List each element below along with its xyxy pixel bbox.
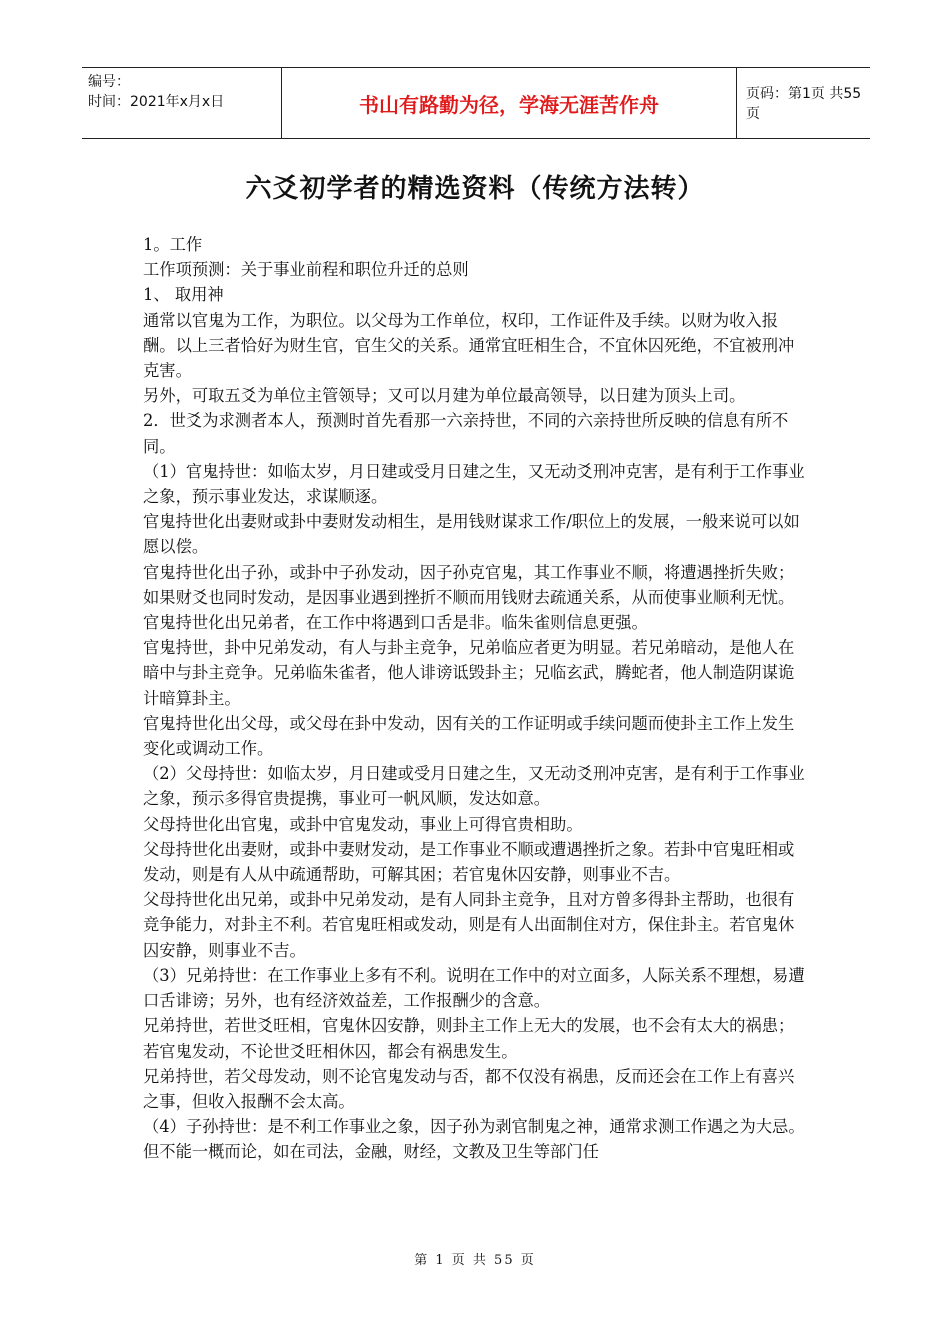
paragraph: 官鬼持世化出兄弟者，在工作中将遇到口舌是非。临朱雀则信息更强。 [143, 613, 648, 633]
paragraph: 兄弟持世，若父母发动，则不论官鬼发动与否，都不仅没有祸患，反而还会在工作上有喜兴之事，但收入报酬不会太高。 [143, 1066, 795, 1111]
header-page-info: 页码：第1页 共55页 [746, 86, 862, 122]
paragraph: 父母持世化出妻财，或卦中妻财发动，是工作事业不顺或遭遇挫折之象。若卦中官鬼旺相或发动，则是有人从中疏通帮助，可解其困；若官鬼休囚安静，则事业不吉。 [143, 839, 795, 885]
paragraph: （2）父母持世：如临太岁，月日建或受月日建之生，又无动爻刑冲克害，是有利于工作事业之象，预示多得官贵提携，事业可一帆风顺，发达如意。 [143, 764, 805, 809]
page-footer: 第 1 页 共 55 页 [414, 1253, 536, 1268]
paragraph: 官鬼持世化出妻财或卦中妻财发动相生，是用钱财谋求工作/职位上的发展，一般来说可以如愿以偿。 [143, 512, 800, 557]
document-title: 六爻初学者的精选资料（传统方法转） [245, 174, 705, 204]
paragraph: 工作项预测：关于事业前程和职位升迁的总则 [143, 260, 469, 280]
paragraph: （3）兄弟持世：在工作事业上多有不利。说明在工作中的对立面多，人际关系不理想，易遭口舌诽谤；另外，也有经济效益差，工作报酬少的含意。 [143, 965, 805, 1011]
document-header [82, 67, 870, 139]
paragraph: （1）官鬼持世：如临太岁，月日建或受月日建之生，又无动爻刑冲克害，是有利于工作事业之象，预示事业发达，求谋顺逐。 [143, 461, 805, 507]
paragraph: 官鬼持世化出子孙，或卦中子孙发动，因子孙克官鬼，其工作事业不顺，将遭遇挫折失败；如果财爻也同时发动，是因事业遇到挫折不顺而用钱财去疏通关系，从而使事业顺利无忧。 [143, 562, 795, 607]
paragraph: 父母持世化出官鬼，或卦中官鬼发动，事业上可得官贵相助。 [143, 814, 583, 834]
paragraph: 官鬼持世，卦中兄弟发动，有人与卦主竞争，兄弟临应者更为明显。若兄弟暗动，是他人在暗中与卦主竞争。兄弟临朱雀者，他人诽谤诋毁卦主；兄临玄武，腾蛇者，他人制造阴谋诡计暗算卦主。 [143, 638, 795, 708]
header-motto: 书山有路勤为径，学海无涯苦作舟 [281, 68, 737, 138]
paragraph: 父母持世化出兄弟，或卦中兄弟发动，是有人同卦主竞争，且对方曾多得卦主帮助，也很有竞争能力，对卦主不利。若官鬼旺相或发动，则是有人出面制住对方，保住卦主。若官鬼休囚安静，则事业不吉。 [143, 890, 795, 960]
date-label: 时间：2021年x月x日 [88, 94, 225, 110]
paragraph: 官鬼持世化出父母，或父母在卦中发动，因有关的工作证明或手续问题而使卦主工作上发生变化或调动工作。 [143, 713, 795, 759]
paragraph: 另外，可取五爻为单位主管领导；又可以月建为单位最高领导，以日建为顶头上司。 [143, 386, 746, 406]
paragraph: 通常以官鬼为工作，为职位。以父母为工作单位，权印，工作证件及手续。以财为收入报酬。以上三者恰好为财生官，官生父的关系。通常宜旺相生合，不宜休囚死绝，不宜被刑冲克害。 [143, 310, 795, 381]
header-meta [82, 68, 281, 138]
paragraph: 兄弟持世，若世爻旺相，官鬼休囚安静，则卦主工作上无大的发展，也不会有太大的祸患；若官鬼发动，不论世爻旺相休囚，都会有祸患发生。 [143, 1016, 795, 1061]
document-body [143, 232, 809, 1165]
paragraph: 1。工作 [143, 235, 203, 254]
number-label: 编号： [88, 74, 130, 90]
paragraph: （4）子孙持世：是不利工作事业之象，因子孙为剥官制鬼之神，通常求测工作遇之为大忌。但不能一概而论，如在司法，金融，财经，文教及卫生等部门任 [143, 1117, 805, 1162]
paragraph: 1、 取用神 [143, 285, 224, 305]
paragraph: 2．世爻为求测者本人，预测时首先看那一六亲持世，不同的六亲持世所反映的信息有所不同。 [143, 411, 789, 456]
